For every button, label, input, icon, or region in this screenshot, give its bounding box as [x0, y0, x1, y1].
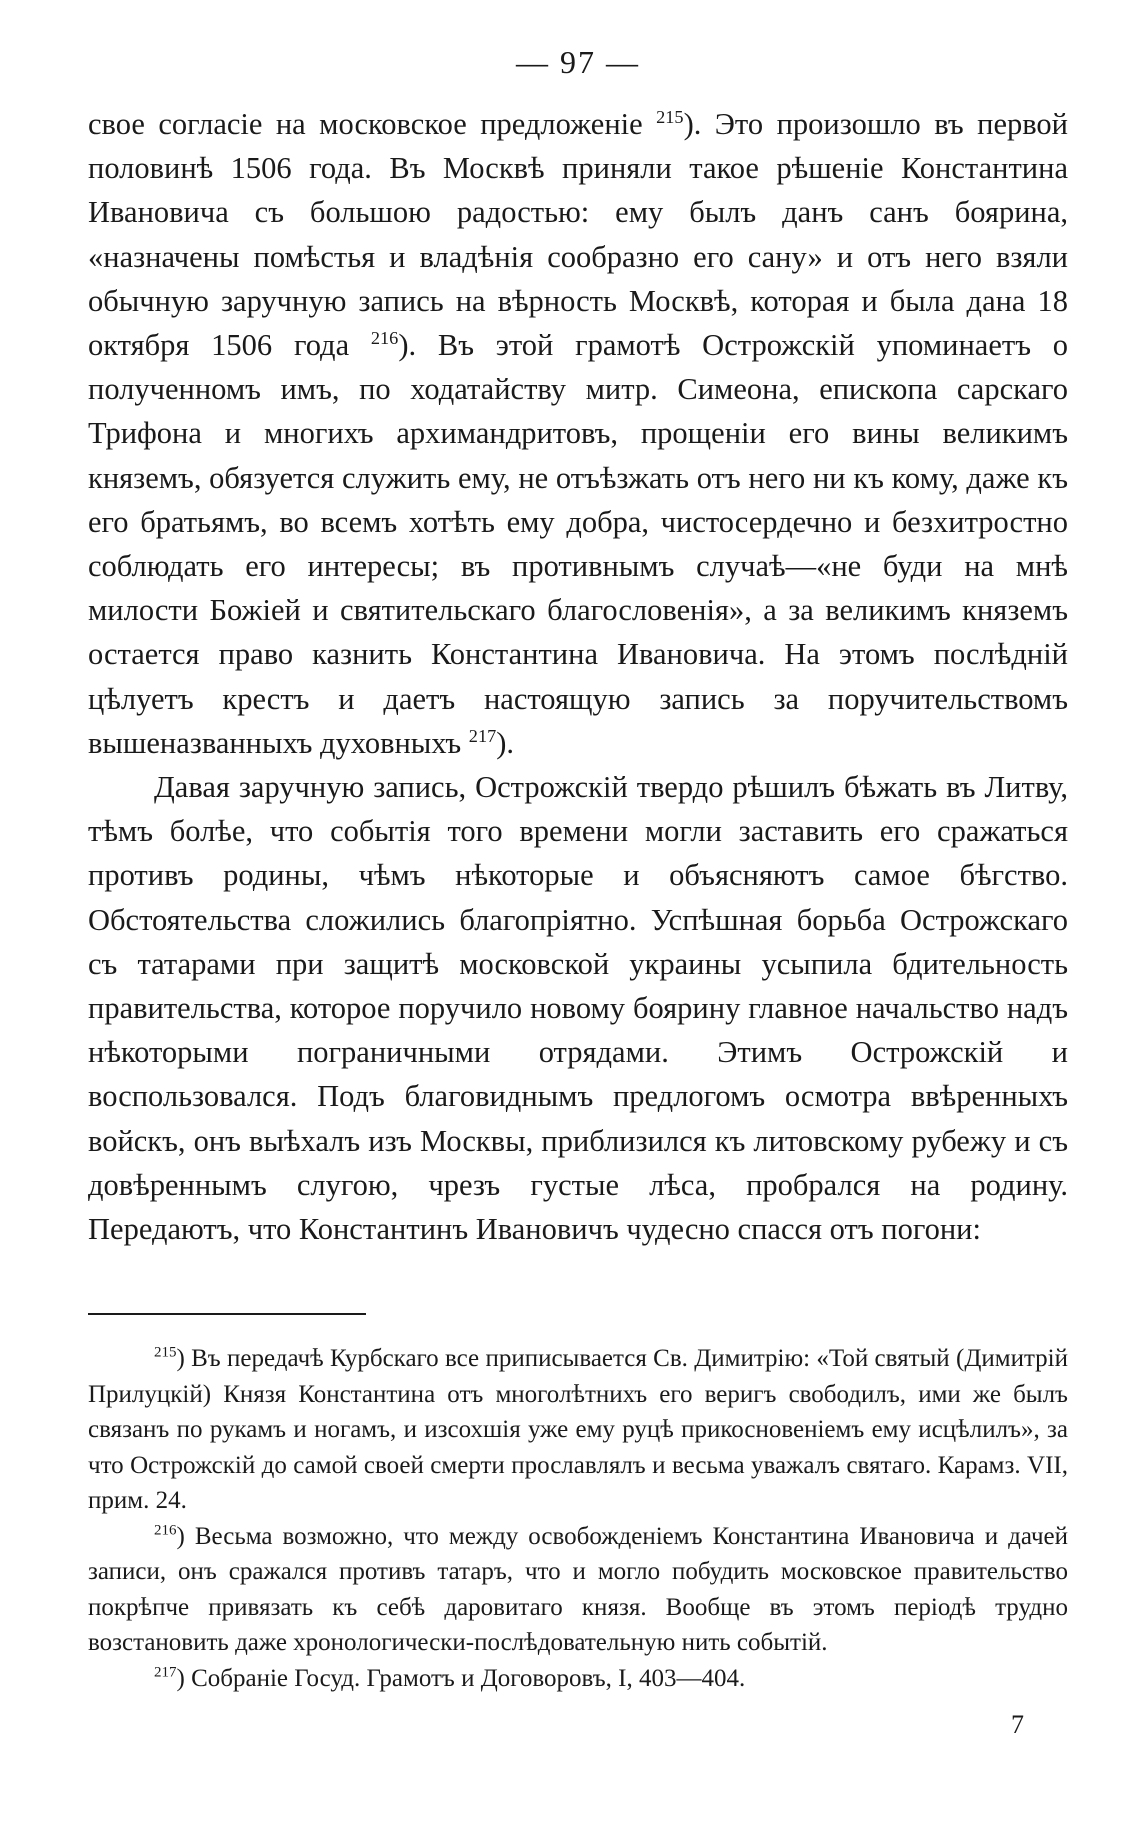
footnote-divider: [88, 1313, 366, 1315]
footnote-marker-217: 217: [154, 1664, 177, 1681]
paragraph-1-part-2: ). Это произошло въ первой половинѣ 1506 года. Въ Москвѣ приняли такое рѣшеніе Константина Ивановича съ большою радостью: ему былъ данъ санъ боярина, «назначены помѣстья и владѣнія сообразно его сану» и отъ него взяли обычную заручную запись на вѣрность Москвѣ, которая и была дана 18 октября 1506 года: [88, 107, 1068, 363]
footnote-text-215: ) Въ передачѣ Курбскаго все приписывается Св. Димитрію: «Той святый (Димитрій Прилуцкій) Князя Константина отъ многолѣтнихъ его веригъ свободилъ, ими же былъ связанъ по рукамъ и ногамъ, и изсохшія уже ему руцѣ прикосновеніемъ ему исцѣлилъ», за что Острожскій до самой своей смерти прославлялъ и весьма уважалъ святаго. Карамз. VII, прим. 24.: [88, 1345, 1068, 1515]
footnote-217: [88, 1661, 1068, 1697]
paragraph-1-part-1: свое согласіе на московское предложеніе: [88, 107, 657, 141]
main-text: [88, 102, 1068, 1251]
footnote-text-216: ) Весьма возможно, что между освобожденіемъ Константина Ивановича и дачей записи, онъ сражался противъ татаръ, что и могло побудить московское правительство покрѣпче привязать къ себѣ даровитаго князя. Вообще въ этомъ періодѣ трудно возстановить даже хронологически-послѣдовательную нить событій.: [88, 1522, 1068, 1657]
page-number: — 97 —: [516, 44, 640, 80]
footnote-ref-217: 217: [468, 725, 497, 746]
footnote-216: [88, 1519, 1068, 1661]
footnote-marker-215: 215: [154, 1344, 177, 1361]
paragraph-2: Давая заручную запись, Острожскій твердо рѣшилъ бѣжать въ Литву, тѣмъ болѣе, что событія того времени могли заставить его сражаться противъ родины, чѣмъ нѣкоторые и объясняютъ самое бѣгство. Обстоятельства сложились благопріятно. Успѣшная борьба Острожскаго съ татарами при защитѣ московской украины усыпила бдительность правительства, которое поручило новому боярину главное начальство надъ нѣкоторыми пограничными отрядами. Этимъ Острожскій и воспользовался. Подъ благовиднымъ предлогомъ осмотра ввѣренныхъ войскъ, онъ выѣхалъ изъ Москвы, приблизился къ литовскому рубежу и съ довѣреннымъ слугою, чрезъ густые лѣса, пробрался на родину. Передаютъ, что Константинъ Ивановичъ чудесно спасся отъ погони:: [88, 770, 1068, 1247]
paragraph-1: [88, 102, 1068, 765]
signature-mark: 7: [1011, 1710, 1024, 1739]
footnotes: [88, 1341, 1068, 1696]
footnote-text-217: ) Собраніе Госуд. Грамотъ и Договоровъ, I, 403—404.: [176, 1664, 746, 1692]
footnote-ref-216: 216: [370, 327, 399, 348]
footnote-215: [88, 1341, 1068, 1519]
paragraph-1-part-3: ). Въ этой грамотѣ Острожскій упоминаетъ о полученномъ имъ, по ходатайству митр. Симеона, епископа сарскаго Трифона и многихъ архимандритовъ, прощеніи его вины великимъ княземъ, обязуется служить ему, не отъѣзжать отъ него ни къ кому, даже къ его братьямъ, во всемъ хотѣть ему добра, чистосердечно и безхитростно соблюдать его интересы; въ противнымъ случаѣ—«не буди на мнѣ милости Божіей и святительскаго благословенія», а за великимъ княземъ остается право казнить Константина Ивановича. На этомъ послѣдній цѣлуетъ крестъ и даетъ настоящую запись за поручительствомъ вышеназванныхъ духовныхъ: [88, 328, 1068, 760]
paragraph-1-part-4: ).: [496, 725, 515, 760]
book-page: [88, 40, 1068, 1800]
footnote-marker-216: 216: [154, 1522, 177, 1539]
footnote-ref-215: 215: [656, 106, 684, 127]
